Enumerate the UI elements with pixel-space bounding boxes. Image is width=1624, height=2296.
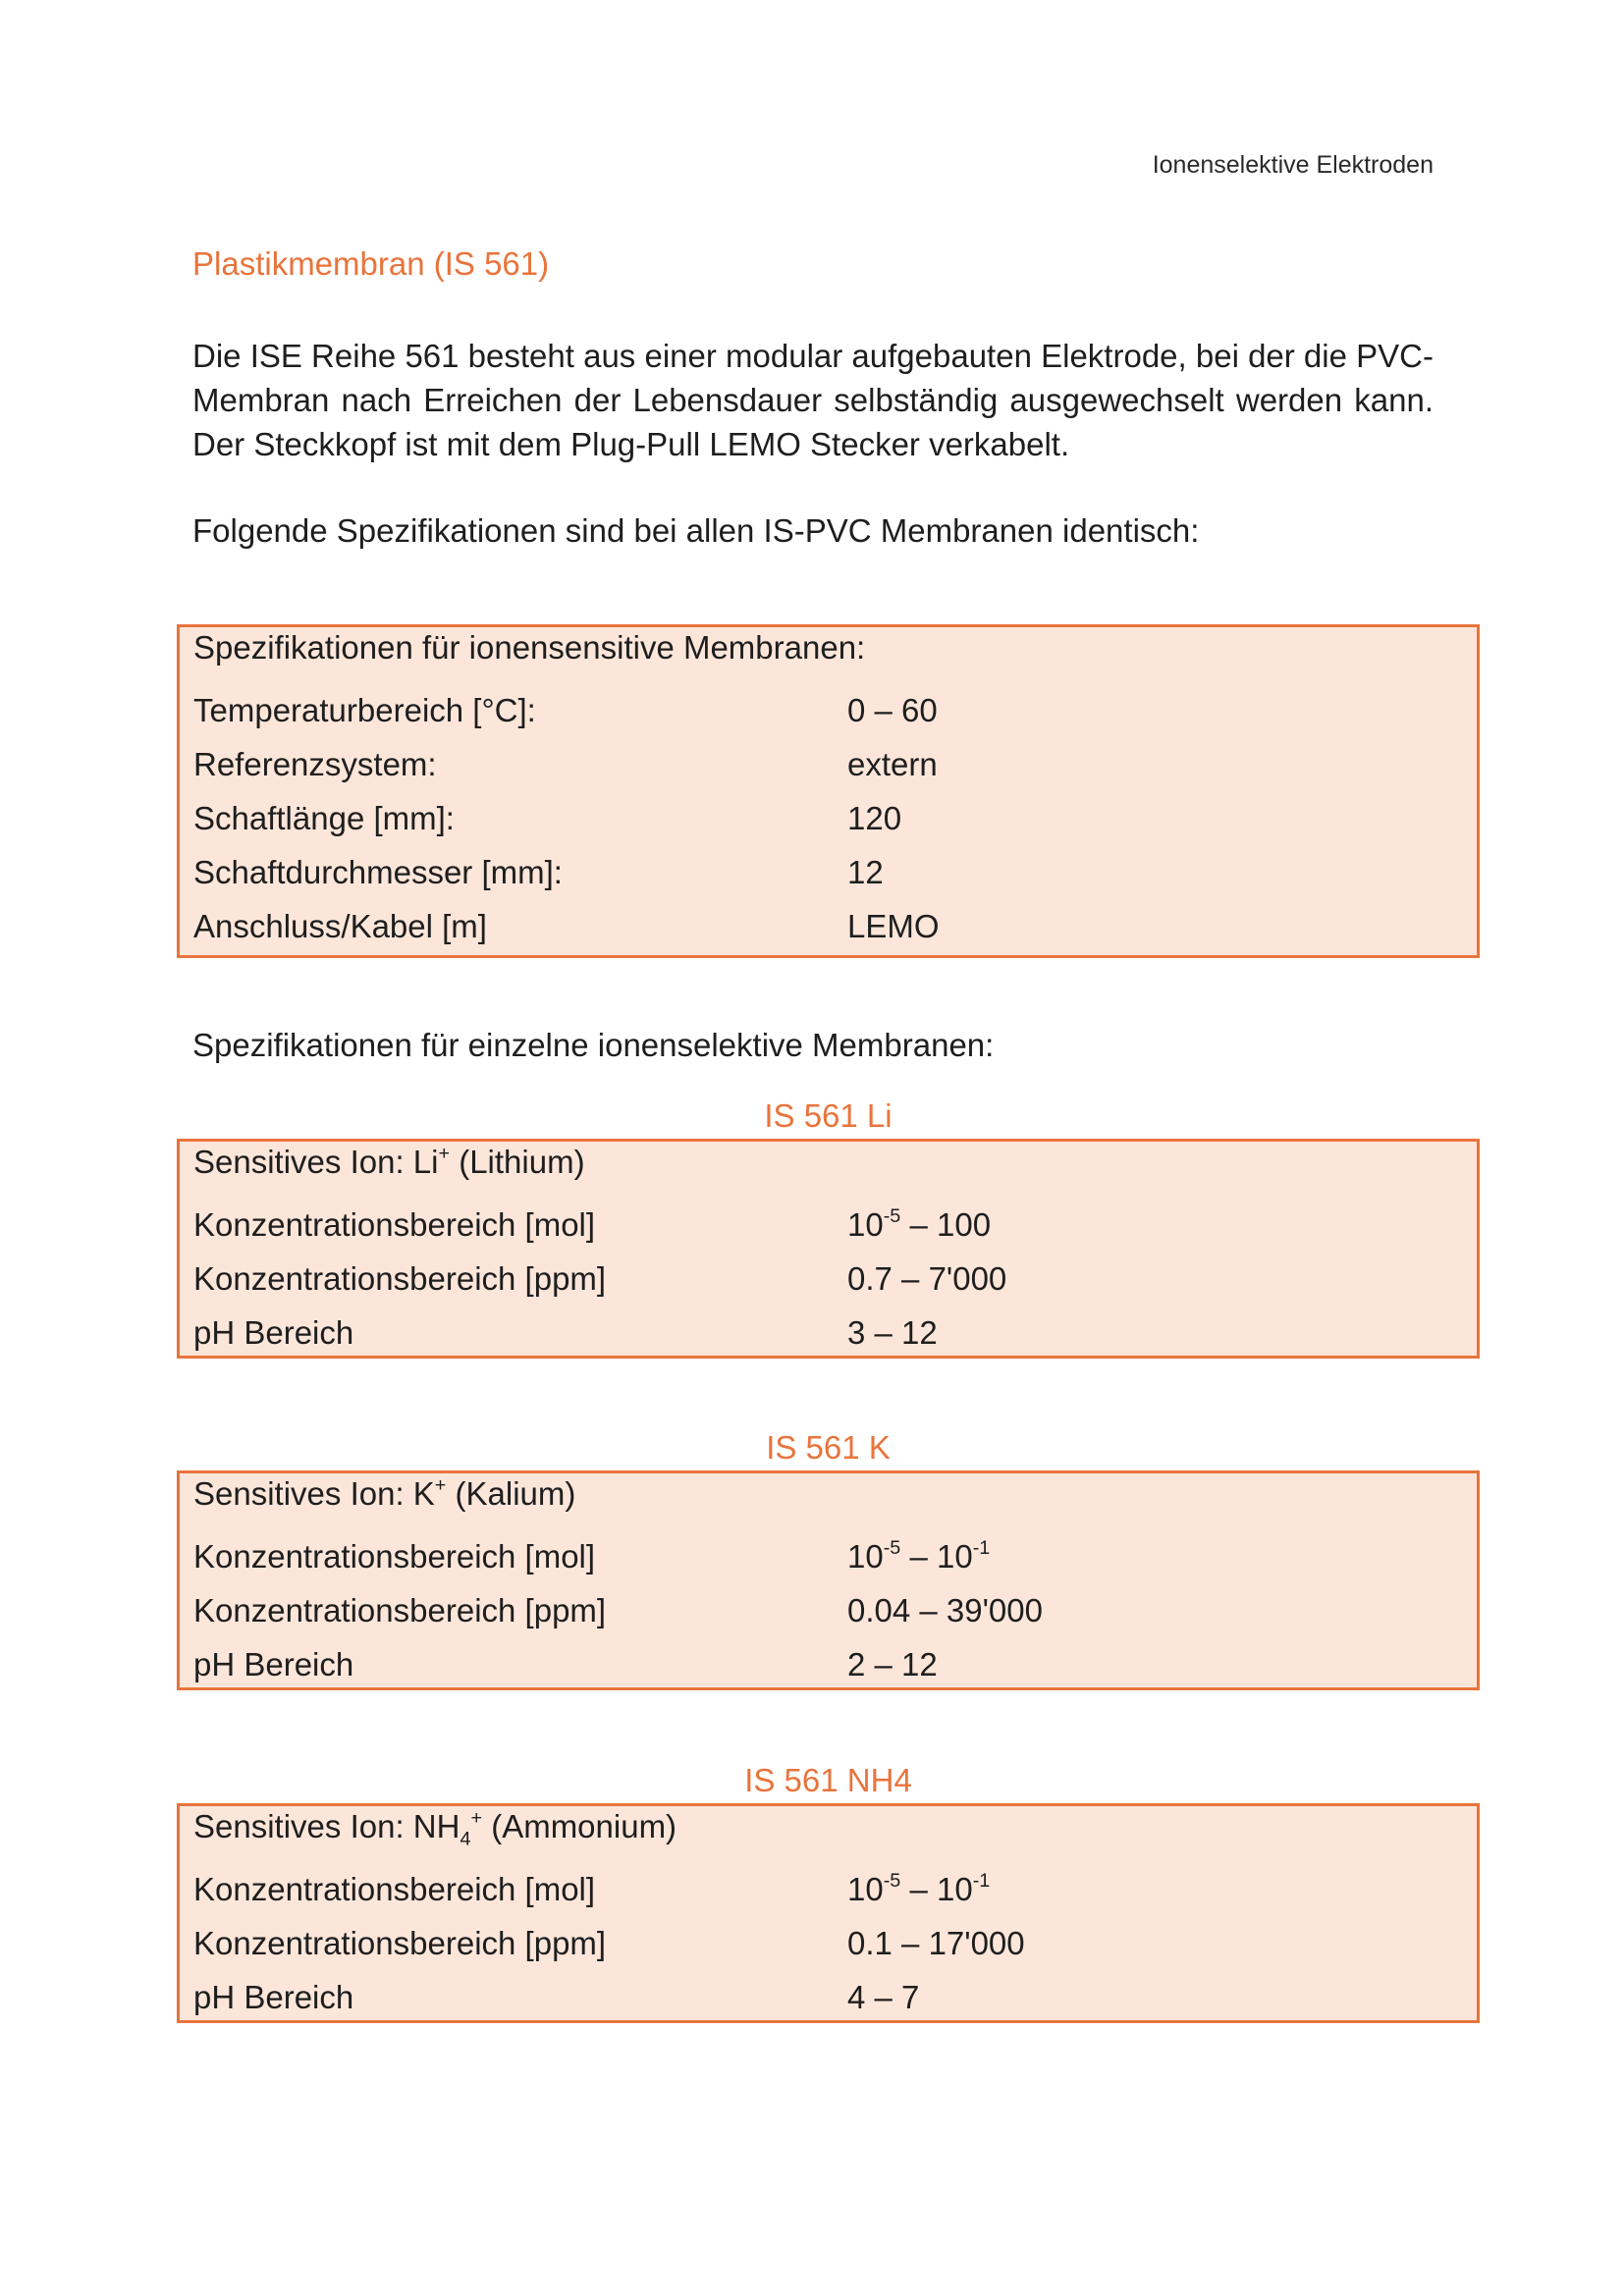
spec-row-ph xyxy=(193,1979,1477,2033)
sensitive-ion-heading: Sensitives Ion: K+ (Kalium) xyxy=(193,1474,576,1512)
spec-row-ph xyxy=(193,1646,1477,1700)
membrane-box-k xyxy=(177,1470,1480,1690)
spec-value: 0.04 – 39'000 xyxy=(847,1592,1043,1629)
general-spec-heading: Spezifikationen für ionensensitive Membranen: xyxy=(193,629,866,666)
spec-label: Konzentrationsbereich [ppm] xyxy=(193,1260,607,1297)
spec-value: 0 – 60 xyxy=(847,692,938,728)
general-spec-box xyxy=(177,624,1480,958)
spec-value: $10^{-5} - 10^{-1}$ xyxy=(847,1537,991,1575)
spec-value: 4 – 7 xyxy=(847,1979,920,2015)
spec-row-shaft-diameter xyxy=(193,854,1477,908)
spec-value: $10^{-5} - 100$ xyxy=(847,1205,992,1243)
spec-row-conc-mol xyxy=(193,1871,1477,1925)
spec-value: 0.1 – 17'000 xyxy=(847,1925,1025,1961)
common-spec-note: Folgende Spezifikationen sind bei allen IS-PVC Membranen identisch: xyxy=(192,512,1200,549)
spec-value: LEMO xyxy=(847,908,940,944)
spec-label: Konzentrationsbereich [ppm] xyxy=(193,1925,607,1961)
spec-row-temperature xyxy=(193,692,1477,746)
sensitive-ion-heading: Sensitives Ion: Li+ (Lithium) xyxy=(193,1143,585,1180)
membrane-title-li: IS 561 Li xyxy=(764,1097,893,1134)
spec-row-conc-mol xyxy=(193,1206,1477,1260)
spec-label: pH Bereich xyxy=(193,1314,354,1351)
spec-row-ph xyxy=(193,1314,1477,1368)
spec-label: Schaftlänge [mm]: xyxy=(193,800,455,836)
spec-row-conc-mol xyxy=(193,1538,1477,1592)
spec-value: extern xyxy=(847,746,938,782)
section-title: Plastikmembran (IS 561) xyxy=(192,245,550,282)
spec-label: Konzentrationsbereich [mol] xyxy=(193,1538,596,1575)
spec-label: Konzentrationsbereich [ppm] xyxy=(193,1592,607,1629)
intro-paragraph: Die ISE Reihe 561 besteht aus einer modular aufgebauten Elektrode, bei der die PVC-Membran nach Erreichen der Lebensdauer selbständig ausgewechselt werden kann. Der Steckkopf ist mit dem Plug-Pull LEMO Stecker verkabelt. xyxy=(192,338,1434,462)
spec-label: pH Bereich xyxy=(193,1646,354,1682)
spec-row-conc-ppm xyxy=(193,1592,1477,1646)
spec-label: pH Bereich xyxy=(193,1979,354,2015)
spec-row-connector xyxy=(193,908,1477,962)
membrane-title-k: IS 561 K xyxy=(766,1429,891,1466)
membrane-box-li xyxy=(177,1139,1480,1359)
individual-spec-note: Spezifikationen für einzelne ionenselektive Membranen: xyxy=(192,1027,995,1063)
membrane-box-nh4 xyxy=(177,1803,1480,2023)
spec-label: Temperaturbereich [°C]: xyxy=(193,692,536,728)
spec-label: Konzentrationsbereich [mol] xyxy=(193,1871,596,1907)
spec-row-conc-ppm xyxy=(193,1925,1477,1979)
spec-value: $10^{-5} - 10^{-1}$ xyxy=(847,1870,991,1907)
spec-value: 2 – 12 xyxy=(847,1646,938,1682)
membrane-title-nh4: IS 561 NH4 xyxy=(744,1762,912,1798)
spec-label: Konzentrationsbereich [mol] xyxy=(193,1206,596,1243)
spec-row-reference xyxy=(193,746,1477,800)
spec-label: Referenzsystem: xyxy=(193,746,437,782)
spec-value: 0.7 – 7'000 xyxy=(847,1260,1007,1297)
spec-value: 120 xyxy=(847,800,902,836)
spec-label: Schaftdurchmesser [mm]: xyxy=(193,854,563,890)
spec-row-shaft-length xyxy=(193,800,1477,854)
spec-value: 12 xyxy=(847,854,884,890)
spec-value: 3 – 12 xyxy=(847,1314,938,1351)
sensitive-ion-heading: Sensitives Ion: $NH_4^+$ (Ammonium) xyxy=(193,1807,677,1850)
spec-label: Anschluss/Kabel [m] xyxy=(193,908,487,944)
spec-row-conc-ppm xyxy=(193,1260,1477,1314)
page-header: Ionenselektive Elektroden xyxy=(1152,151,1434,179)
